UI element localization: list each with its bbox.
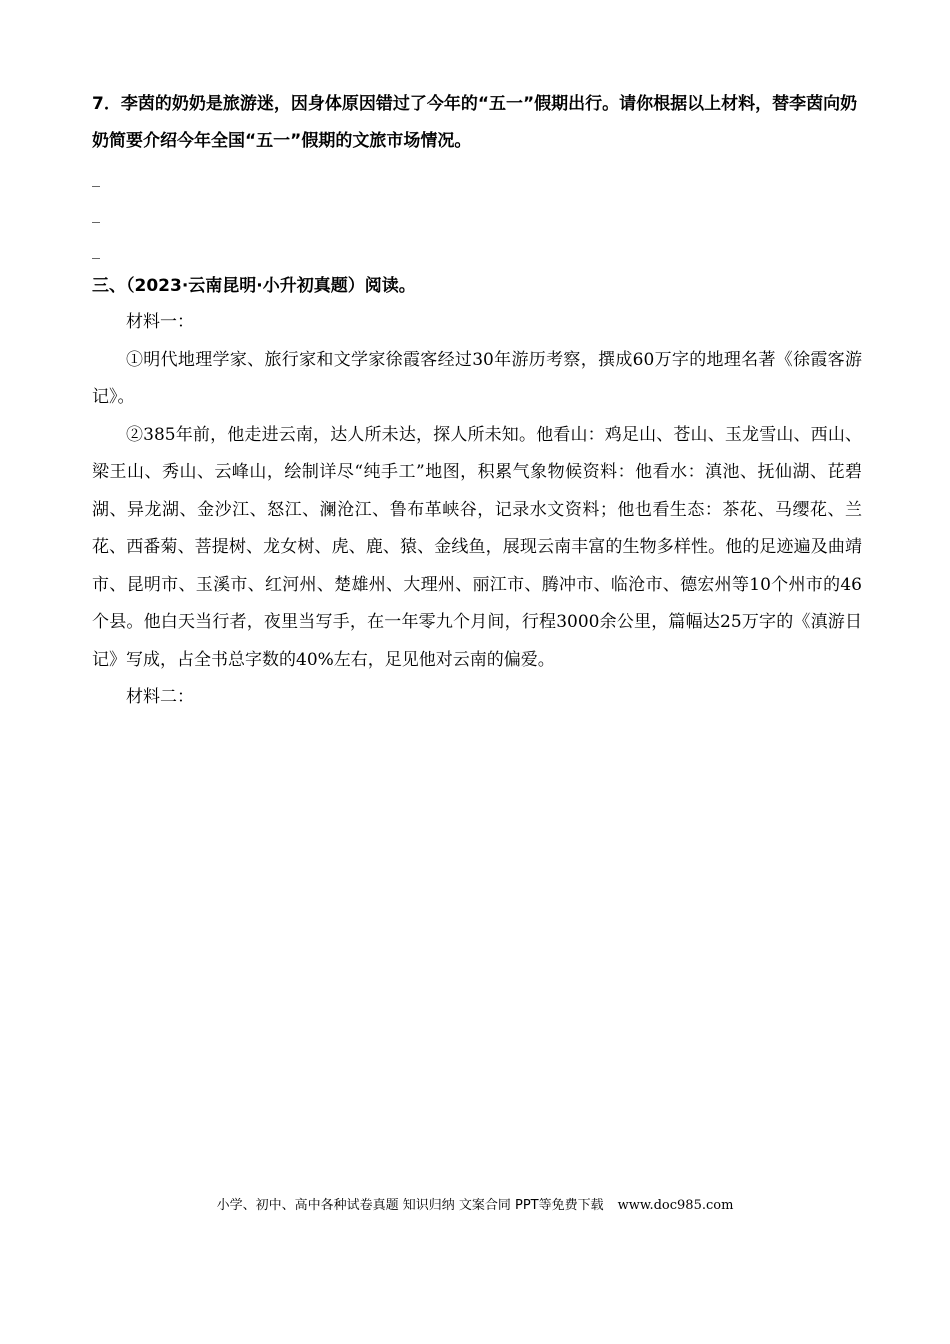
material-1-paragraph-2: ②385年前，他走进云南，达人所未达，探人所未知。他看山：鸡足山、苍山、玉龙雪山、西山、梁王山、秀山、云峰山，绘制详尽“纯手工”地图，积累气象物候资料：他看水：滇池、抚仙湖、芘碧湖、异龙湖、金沙江、怒江、澜沧江、鲁布革峡谷，记录水文资料；他也看生态：茶花、马缨花、兰花、西番菊、菩提树、龙女树、虎、鹿、猿、金线鱼，展现云南丰富的生物多样性。他的足迹遍及曲靖市、昆明市、玉溪市、红河州、楚雄州、大理州、丽江市、腾冲市、临沧市、德宏州等10个州市的46个县。他白天当行者，夜里当写手，在一年零九个月间，行程3000余公里，篇幅达25万字的《滇游日记》写成，占全书总字数的40%左右，足见他对云南的偏爱。	[92, 424, 862, 670]
page-footer	[0, 1196, 950, 1216]
footer-text: 小学、初中、高中各种试卷真题 知识归纳 文案合同 PPT等免费下载	[216, 1198, 604, 1213]
section-3-heading: 三、（2023·云南昆明·小升初真题）阅读。	[92, 276, 416, 296]
answer-line: _	[92, 168, 100, 187]
question-7: 7．李茵的奶奶是旅游迷，因身体原因错过了今年的“五一”假期出行。请你根据以上材料，替李茵向奶奶简要介绍今年全国“五一”假期的文旅市场情况。	[92, 94, 858, 151]
page-content	[92, 86, 862, 717]
material-1-paragraph-1: ①明代地理学家、旅行家和文学家徐霞客经过30年游历考察，撰成60万字的地理名著《徐霞客游记》。	[92, 349, 862, 407]
footer-website: www.doc985.com	[617, 1198, 734, 1213]
material-2-label: 材料二：	[126, 687, 194, 707]
answer-line: _	[92, 240, 100, 259]
answer-line: _	[92, 204, 100, 223]
material-1-label: 材料一：	[126, 312, 194, 332]
